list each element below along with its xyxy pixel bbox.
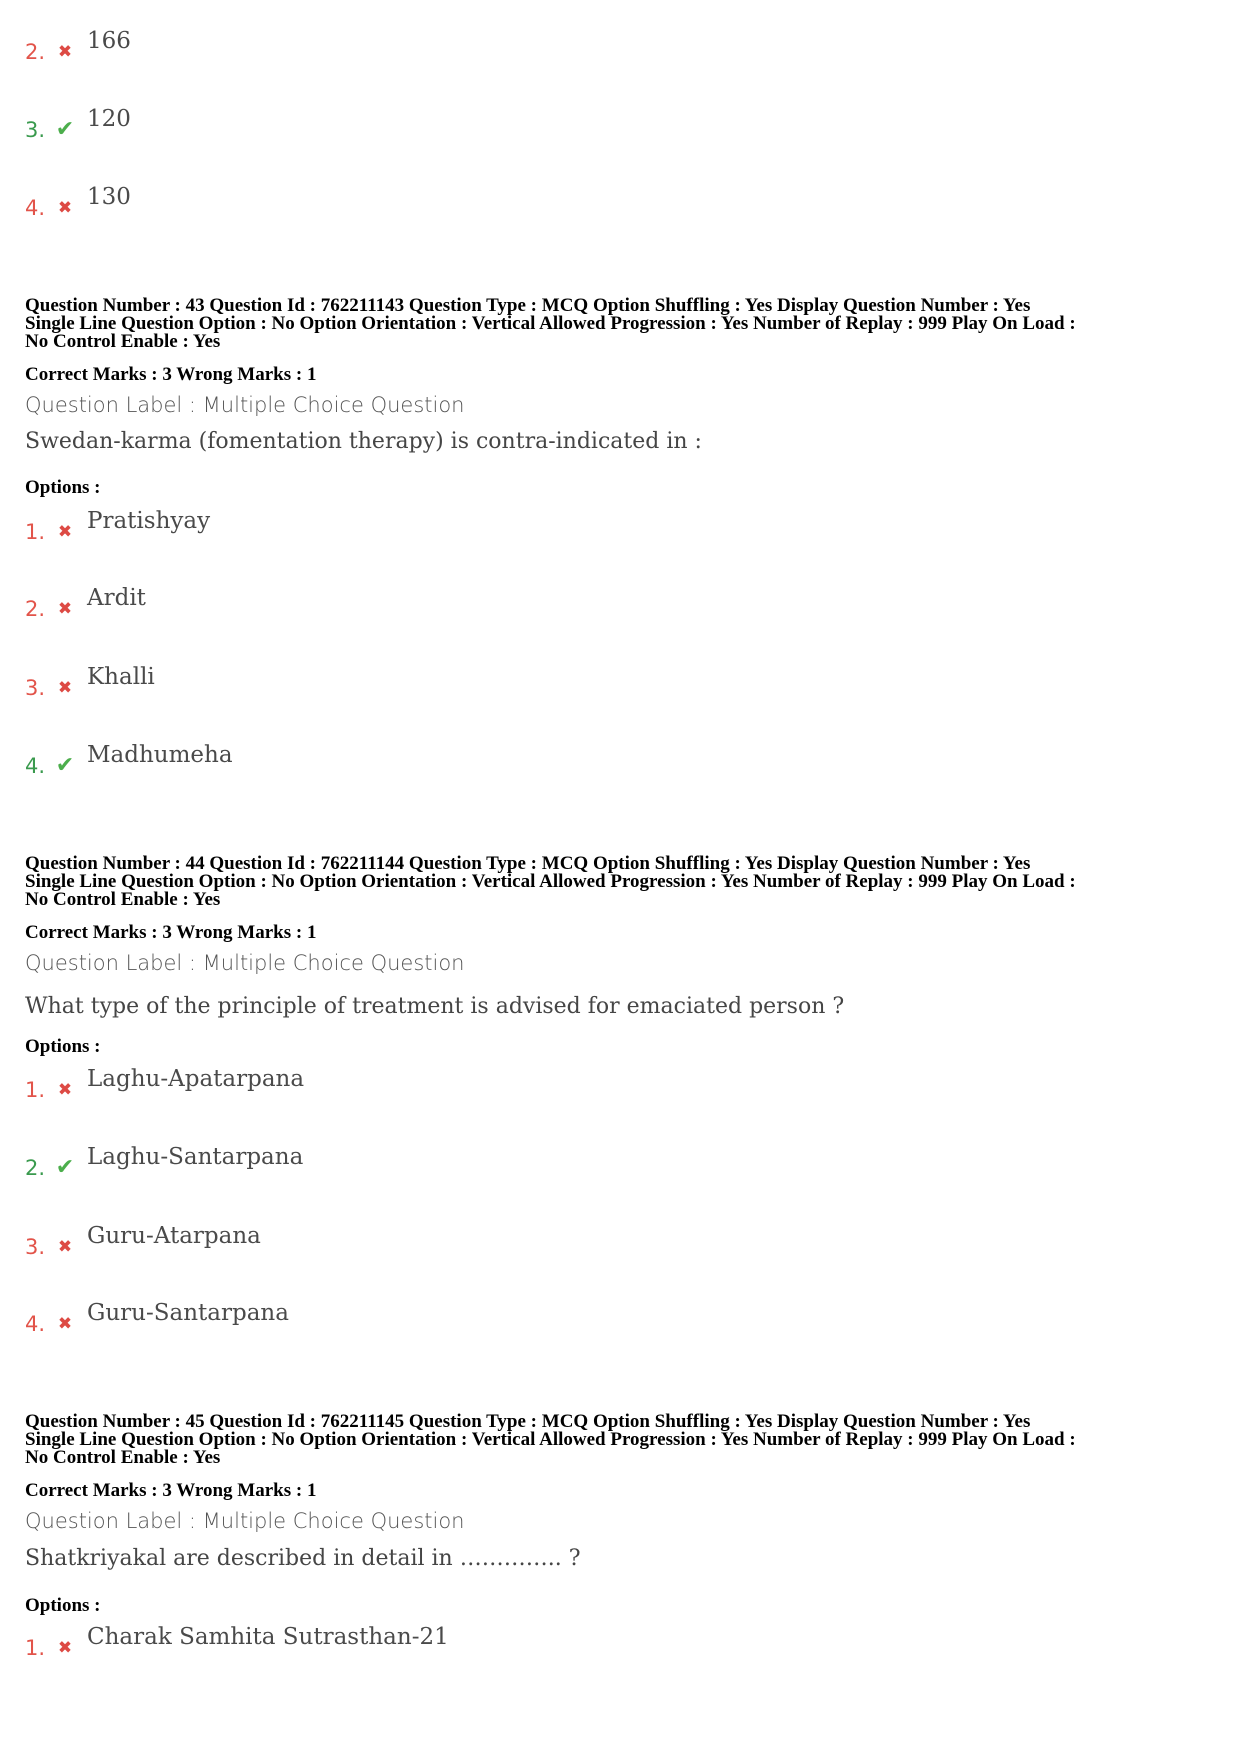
meta-line: Question Number : 44 Question Id : 762211144 Question Type : MCQ Option Shuffling : Yes Display Question Number : Yes <box>25 853 1031 874</box>
option-number: 1. <box>25 1078 46 1102</box>
option-text: Madhumeha <box>87 742 233 768</box>
cross-icon: ✖ <box>57 1638 73 1658</box>
option-text: 120 <box>87 106 131 132</box>
option-number: 3. <box>25 118 46 142</box>
q43-options-label: Options : <box>25 477 101 498</box>
q44-question-text: What type of the principle of treatment is advised for emaciated person ? <box>25 994 845 1019</box>
option-number: 3. <box>25 1235 46 1259</box>
option-number: 2. <box>25 597 46 621</box>
cross-icon: ✖ <box>57 42 73 62</box>
check-icon: ✔ <box>55 1155 75 1180</box>
option-text: Charak Samhita Sutrasthan-21 <box>87 1624 449 1650</box>
option-number: 3. <box>25 676 46 700</box>
meta-line: Question Number : 45 Question Id : 762211145 Question Type : MCQ Option Shuffling : Yes Display Question Number : Yes <box>25 1411 1031 1432</box>
cross-icon: ✖ <box>57 1314 73 1334</box>
q45-question-text: Shatkriyakal are described in detail in ………….. ? <box>25 1546 581 1571</box>
option-text: 166 <box>87 28 131 54</box>
cross-icon: ✖ <box>57 198 73 218</box>
option-text: Laghu-Apatarpana <box>87 1066 305 1092</box>
option-number: 2. <box>25 1156 46 1180</box>
option-text: Guru-Santarpana <box>87 1300 289 1326</box>
option-text: Guru-Atarpana <box>87 1223 261 1249</box>
cross-icon: ✖ <box>57 1237 73 1257</box>
q43-question-text: Swedan-karma (fomentation therapy) is contra-indicated in : <box>25 429 702 454</box>
check-icon: ✔ <box>55 753 75 778</box>
q44-question-label: Question Label : Multiple Choice Question <box>25 951 465 975</box>
q44-options-label: Options : <box>25 1036 101 1057</box>
meta-line: Question Number : 43 Question Id : 762211143 Question Type : MCQ Option Shuffling : Yes Display Question Number : Yes <box>25 295 1031 316</box>
option-number: 4. <box>25 1312 46 1336</box>
meta-line: Single Line Question Option : No Option Orientation : Vertical Allowed Progression : Yes Number of Replay : 999 Play On Load : <box>25 1429 1076 1450</box>
option-text: Ardit <box>87 585 146 611</box>
q43-question-label: Question Label : Multiple Choice Question <box>25 393 465 417</box>
meta-line: No Control Enable : Yes <box>25 1447 221 1468</box>
q45-question-label: Question Label : Multiple Choice Question <box>25 1509 465 1533</box>
q44-metadata <box>25 855 1220 909</box>
meta-line: Single Line Question Option : No Option Orientation : Vertical Allowed Progression : Yes Number of Replay : 999 Play On Load : <box>25 313 1076 334</box>
meta-line: No Control Enable : Yes <box>25 331 221 352</box>
option-number: 4. <box>25 196 46 220</box>
option-number: 1. <box>25 520 46 544</box>
check-icon: ✔ <box>55 117 75 142</box>
cross-icon: ✖ <box>57 678 73 698</box>
option-number: 4. <box>25 754 46 778</box>
option-number: 2. <box>25 40 46 64</box>
option-text: Laghu-Santarpana <box>87 1144 304 1170</box>
option-text: 130 <box>87 184 131 210</box>
option-number: 1. <box>25 1636 46 1660</box>
meta-line: No Control Enable : Yes <box>25 889 221 910</box>
q45-options-label: Options : <box>25 1595 101 1616</box>
cross-icon: ✖ <box>57 522 73 542</box>
cross-icon: ✖ <box>57 1080 73 1100</box>
option-text: Khalli <box>87 664 155 690</box>
q44-marks: Correct Marks : 3 Wrong Marks : 1 <box>25 922 317 943</box>
q45-marks: Correct Marks : 3 Wrong Marks : 1 <box>25 1480 317 1501</box>
q43-marks: Correct Marks : 3 Wrong Marks : 1 <box>25 364 317 385</box>
meta-line: Single Line Question Option : No Option Orientation : Vertical Allowed Progression : Yes Number of Replay : 999 Play On Load : <box>25 871 1076 892</box>
option-text: Pratishyay <box>87 508 211 534</box>
q45-metadata <box>25 1413 1220 1467</box>
cross-icon: ✖ <box>57 599 73 619</box>
q43-metadata <box>25 297 1220 351</box>
